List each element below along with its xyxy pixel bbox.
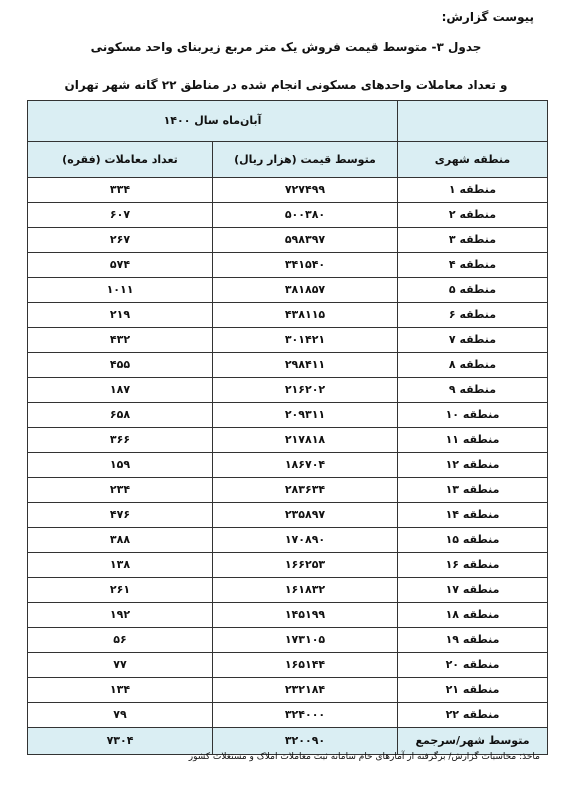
count-cell: ۴۵۵ (28, 353, 213, 378)
total-price: ۳۲۰۰۹۰ (213, 728, 398, 755)
district-cell: منطقه ۲۱ (398, 678, 548, 703)
source-note: ماخذ: محاسبات گزارش/ برگرفته از آمارهای خام سامانه ثبت معاملات املاک و مستغلات کشور (188, 752, 540, 762)
table-body (28, 178, 548, 728)
price-cell: ۳۲۴۰۰۰ (213, 703, 398, 728)
count-cell: ۱۸۷ (28, 378, 213, 403)
price-cell: ۷۲۷۴۹۹ (213, 178, 398, 203)
district-cell: منطقه ۱۵ (398, 528, 548, 553)
table-row (28, 503, 548, 528)
count-cell: ۳۳۴ (28, 178, 213, 203)
period-header-row (28, 101, 548, 142)
price-cell: ۱۶۶۲۵۳ (213, 553, 398, 578)
table-row (28, 378, 548, 403)
count-cell: ۲۶۱ (28, 578, 213, 603)
table-row (28, 453, 548, 478)
price-cell: ۱۸۶۷۰۴ (213, 453, 398, 478)
price-cell: ۲۱۶۲۰۲ (213, 378, 398, 403)
table-row (28, 178, 548, 203)
table-row (28, 203, 548, 228)
district-cell: منطقه ۵ (398, 278, 548, 303)
price-cell: ۴۳۸۱۱۵ (213, 303, 398, 328)
price-table (27, 100, 548, 755)
table-row (28, 353, 548, 378)
table-row (28, 578, 548, 603)
table-title-line2: و تعداد معاملات واحدهای مسکونی انجام شده در مناطق ۲۲ گانه شهر تهران (64, 78, 508, 92)
district-cell: منطقه ۱۲ (398, 453, 548, 478)
count-cell: ۳۸۸ (28, 528, 213, 553)
district-cell: منطقه ۸ (398, 353, 548, 378)
district-cell: منطقه ۲۲ (398, 703, 548, 728)
column-header-row (28, 142, 548, 178)
appendix-label: پیوست گزارش: (441, 10, 534, 24)
count-cell: ۵۷۴ (28, 253, 213, 278)
price-cell: ۱۷۰۸۹۰ (213, 528, 398, 553)
district-cell: منطقه ۲ (398, 203, 548, 228)
count-cell: ۵۶ (28, 628, 213, 653)
count-cell: ۱۰۱۱ (28, 278, 213, 303)
table-row (28, 628, 548, 653)
count-cell: ۱۳۴ (28, 678, 213, 703)
price-cell: ۱۷۳۱۰۵ (213, 628, 398, 653)
count-cell: ۳۶۶ (28, 428, 213, 453)
count-column-header: تعداد معاملات (فقره) (28, 142, 213, 178)
table-row (28, 303, 548, 328)
district-cell: منطقه ۱۳ (398, 478, 548, 503)
district-cell: منطقه ۱۰ (398, 403, 548, 428)
count-cell: ۱۳۸ (28, 553, 213, 578)
price-cell: ۲۸۳۶۳۴ (213, 478, 398, 503)
table-title-line1: جدول ۳- متوسط قیمت فروش یک متر مربع زیربنای واحد مسکونی (90, 40, 482, 54)
table-row (28, 703, 548, 728)
table-row (28, 328, 548, 353)
table-row (28, 278, 548, 303)
district-cell: منطقه ۴ (398, 253, 548, 278)
table-row (28, 678, 548, 703)
count-cell: ۱۵۹ (28, 453, 213, 478)
table-row (28, 528, 548, 553)
district-cell: منطقه ۱۴ (398, 503, 548, 528)
price-cell: ۵۹۸۳۹۷ (213, 228, 398, 253)
table-row (28, 228, 548, 253)
table-row (28, 253, 548, 278)
price-cell: ۳۸۱۸۵۷ (213, 278, 398, 303)
empty-header-cell (398, 101, 548, 142)
count-cell: ۲۶۷ (28, 228, 213, 253)
price-cell: ۲۹۸۴۱۱ (213, 353, 398, 378)
total-row (28, 728, 548, 755)
count-cell: ۲۱۹ (28, 303, 213, 328)
price-cell: ۳۰۱۴۲۱ (213, 328, 398, 353)
count-cell: ۱۹۲ (28, 603, 213, 628)
district-cell: منطقه ۷ (398, 328, 548, 353)
total-count: ۷۳۰۴ (28, 728, 213, 755)
district-column-header: منطقه شهری (398, 142, 548, 178)
table-row (28, 603, 548, 628)
table-row (28, 478, 548, 503)
price-cell: ۲۰۹۳۱۱ (213, 403, 398, 428)
table-row (28, 403, 548, 428)
district-cell: منطقه ۱۱ (398, 428, 548, 453)
price-column-header: متوسط قیمت (هزار ریال) (213, 142, 398, 178)
district-cell: منطقه ۹ (398, 378, 548, 403)
table-row (28, 428, 548, 453)
table-row (28, 553, 548, 578)
table-row (28, 653, 548, 678)
count-cell: ۲۳۴ (28, 478, 213, 503)
district-cell: منطقه ۶ (398, 303, 548, 328)
district-cell: منطقه ۲۰ (398, 653, 548, 678)
district-cell: منطقه ۱۶ (398, 553, 548, 578)
count-cell: ۴۷۶ (28, 503, 213, 528)
price-cell: ۲۳۲۱۸۴ (213, 678, 398, 703)
price-cell: ۵۰۰۳۸۰ (213, 203, 398, 228)
count-cell: ۶۰۷ (28, 203, 213, 228)
count-cell: ۴۳۲ (28, 328, 213, 353)
price-cell: ۱۶۱۸۳۲ (213, 578, 398, 603)
count-cell: ۷۷ (28, 653, 213, 678)
count-cell: ۷۹ (28, 703, 213, 728)
district-cell: منطقه ۱۷ (398, 578, 548, 603)
period-header: آبان‌ماه سال ۱۴۰۰ (28, 101, 398, 142)
price-cell: ۳۴۱۵۴۰ (213, 253, 398, 278)
total-label: متوسط شهر/سرجمع (398, 728, 548, 755)
count-cell: ۶۵۸ (28, 403, 213, 428)
district-cell: منطقه ۱ (398, 178, 548, 203)
price-cell: ۱۴۵۱۹۹ (213, 603, 398, 628)
price-cell: ۲۱۷۸۱۸ (213, 428, 398, 453)
price-cell: ۱۶۵۱۴۴ (213, 653, 398, 678)
district-cell: منطقه ۱۹ (398, 628, 548, 653)
district-cell: منطقه ۱۸ (398, 603, 548, 628)
district-cell: منطقه ۳ (398, 228, 548, 253)
price-cell: ۲۳۵۸۹۷ (213, 503, 398, 528)
